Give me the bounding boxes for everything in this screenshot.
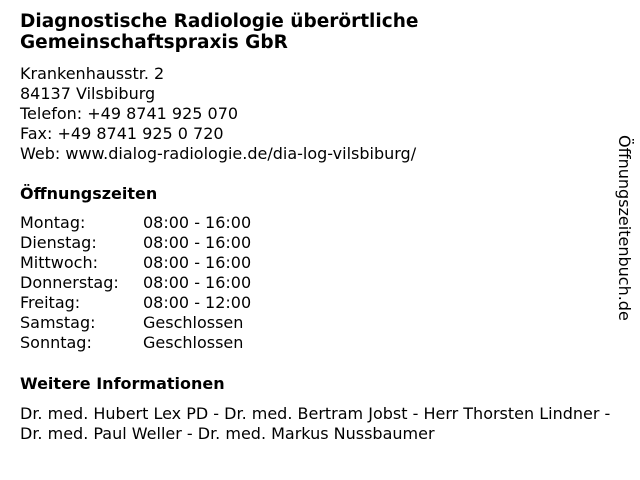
day-label: Dienstag: [20, 233, 97, 252]
street-address: Krankenhausstr. 2 [20, 64, 165, 83]
hours-row-friday [20, 293, 251, 313]
hours-row-saturday [20, 313, 251, 333]
time-value: 08:00 - 16:00 [143, 253, 252, 272]
day-label: Mittwoch: [20, 253, 98, 272]
further-info-text: Dr. med. Hubert Lex PD - Dr. med. Bertram Jobst - Herr Thorsten Lindner - Dr. med. Paul Weller - Dr. med. Markus Nussbaumer [20, 404, 611, 443]
site-watermark: Öffnungszeitenbuch.de [615, 135, 634, 321]
day-label: Montag: [20, 213, 86, 232]
day-label: Freitag: [20, 293, 81, 312]
hours-row-monday [20, 213, 251, 233]
further-info-heading: Weitere Informationen [20, 374, 225, 393]
time-value: 08:00 - 12:00 [143, 293, 252, 312]
hours-row-thursday [20, 273, 251, 293]
hours-row-sunday [20, 333, 251, 353]
day-label: Sonntag: [20, 333, 92, 352]
time-value: 08:00 - 16:00 [143, 213, 252, 232]
website: Web: www.dialog-radiologie.de/dia-log-vilsbiburg/ [20, 144, 417, 163]
opening-hours-heading: Öffnungszeiten [20, 184, 158, 203]
address-block [20, 64, 416, 164]
hours-row-tuesday [20, 233, 251, 253]
time-value: 08:00 - 16:00 [143, 233, 252, 252]
hours-row-wednesday [20, 253, 251, 273]
day-label: Samstag: [20, 313, 96, 332]
time-value: Geschlossen [143, 313, 244, 332]
day-label: Donnerstag: [20, 273, 119, 292]
fax-number: Fax: +49 8741 925 0 720 [20, 124, 224, 143]
postal-city: 84137 Vilsbiburg [20, 84, 156, 103]
page-title: Diagnostische Radiologie überörtliche Gemeinschaftspraxis GbR [20, 11, 419, 53]
time-value: 08:00 - 16:00 [143, 273, 252, 292]
time-value: Geschlossen [143, 333, 244, 352]
opening-hours-table [20, 213, 251, 353]
phone-number: Telefon: +49 8741 925 070 [20, 104, 239, 123]
